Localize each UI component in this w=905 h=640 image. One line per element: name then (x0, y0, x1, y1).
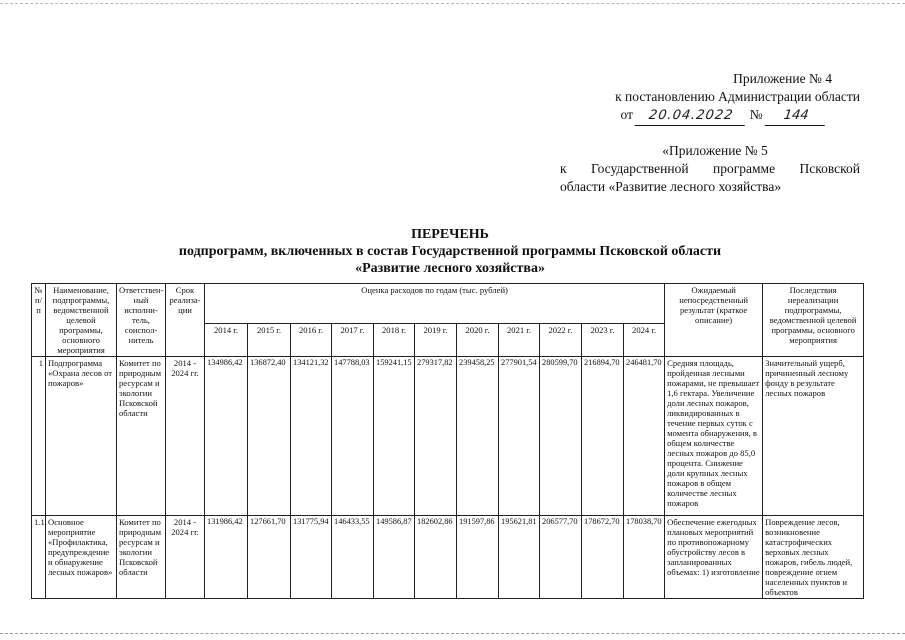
cost-cell: 277901,54 (499, 357, 540, 516)
year-header: 2016 г. (291, 324, 332, 357)
year-header: 2024 г. (624, 324, 665, 357)
cost-cell: 195621,81 (499, 516, 540, 599)
header-name: Наименование, подпрограммы, ведомственной целевой программы, основного мероприятия (46, 284, 117, 357)
cost-cell: 131986,42 (205, 516, 248, 599)
date-line (560, 106, 860, 126)
table-row (32, 516, 864, 599)
cost-cell: 134986,42 (205, 357, 248, 516)
cost-cell: 206577,70 (540, 516, 582, 599)
cost-cell: 159241,15 (374, 357, 415, 516)
title-line-1: ПЕРЕЧЕНЬ (411, 227, 489, 242)
appendix-5-label: «Приложение № 5 (662, 143, 768, 158)
cost-cell: 127661,70 (248, 516, 291, 599)
year-header: 2023 г. (582, 324, 624, 357)
cost-cell: 147788,03 (332, 357, 374, 516)
cost-cell: 216894,70 (582, 357, 624, 516)
row-expected-result: Обеспечение ежегодных плановых мероприятий по противопожарному обустройству лесов в запланированных объемах: 1) изготовление (665, 516, 763, 599)
row-responsible: Комитет по природным ресурсам и экологии Псковской области (117, 357, 166, 516)
title-line-3: «Развитие лесного хозяйства» (355, 261, 545, 276)
handwritten-date: 20.04.2022 (635, 107, 748, 126)
cost-cell: 149586,87 (374, 516, 415, 599)
row-name: Основное мероприятие «Профилактика, предупреждение и обнаружение лесных пожаров» (46, 516, 117, 599)
header-costs: Оценка расходов по годам (тыс. рублей) (205, 284, 665, 324)
scan-edge-bottom (0, 633, 905, 634)
row-num: 1 (32, 357, 46, 516)
title-line-2: подпрограмм, включенных в состав Государственной программы Псковской области (178, 244, 722, 259)
row-expected-result: Средняя площадь, пройденная лесными пожарами, не превышает 1,6 гектара. Увеличение доли лесных пожаров, ликвидированных в течение первых суток с момента обнаружения, в общем количестве лесных пожаров до 85,0 процента. Снижение доли крупных лесных пожаров в общем количестве лесных пожаров (665, 357, 763, 516)
cost-cell: 239458,25 (457, 357, 499, 516)
row-responsible: Комитет по природным ресурсам и экологии Псковской области (117, 516, 166, 599)
table-row (32, 357, 864, 516)
header-responsible: Ответствен-ный исполни-тель, соиспол-нитель (117, 284, 166, 357)
program-line-1: к Государственной программе Псковской (560, 161, 860, 176)
year-header: 2015 г. (248, 324, 291, 357)
cost-cell: 280599,70 (540, 357, 582, 516)
cost-cell: 178672,70 (582, 516, 624, 599)
row-consequences: Повреждение лесов, возникновение катастрофических верховых лесных пожаров, гибель людей, повреждение огнем населенных пунктов и объектов (763, 516, 864, 599)
cost-cell: 131775,94 (291, 516, 332, 599)
date-prefix: от (620, 107, 633, 122)
appendix-4-label: Приложение № 4 (733, 71, 832, 86)
year-header: 2021 г. (499, 324, 540, 357)
year-header: 2019 г. (415, 324, 457, 357)
cost-cell: 182602,86 (415, 516, 457, 599)
number-sign: № (749, 107, 763, 122)
year-header: 2018 г. (374, 324, 415, 357)
row-consequences: Значительный ущерб, причиненный лесному фонду в результате лесных пожаров (763, 357, 864, 516)
year-header: 2022 г. (540, 324, 582, 357)
row-period: 2014 - 2024 гг. (166, 357, 205, 516)
cost-cell: 191597,86 (457, 516, 499, 599)
year-header: 2017 г. (332, 324, 374, 357)
row-period: 2014 - 2024 гг. (166, 516, 205, 599)
cost-cell: 136872,40 (248, 357, 291, 516)
year-header: 2020 г. (457, 324, 499, 357)
year-header: 2014 г. (205, 324, 248, 357)
row-name: Подпрограмма «Охрана лесов от пожаров» (46, 357, 117, 516)
cost-cell: 134121,32 (291, 357, 332, 516)
subprograms-table (31, 283, 864, 599)
cost-cell: 246481,70 (624, 357, 665, 516)
row-num: 1.1. (32, 516, 46, 599)
handwritten-number: 144 (765, 107, 828, 126)
cost-cell: 146433,55 (332, 516, 374, 599)
table-header-row (32, 284, 864, 324)
resolution-line: к постановлению Администрации области (615, 89, 860, 104)
cost-cell: 279317,82 (415, 357, 457, 516)
header-expected: Ожидаемый непосредственный результат (краткое описание) (665, 284, 763, 357)
document-title (140, 226, 760, 277)
header-num: № п/п (32, 284, 46, 357)
program-line-2: области «Развитие лесного хозяйства» (560, 179, 782, 194)
header-consequences: Последствия нереализации подпрограммы, ведомственной целевой программы, основного мероприятия (763, 284, 864, 357)
cost-cell: 178038,70 (624, 516, 665, 599)
header-period: Срок реализа-ции (166, 284, 205, 357)
scan-edge-top (0, 3, 905, 4)
appendix-header (560, 70, 860, 196)
